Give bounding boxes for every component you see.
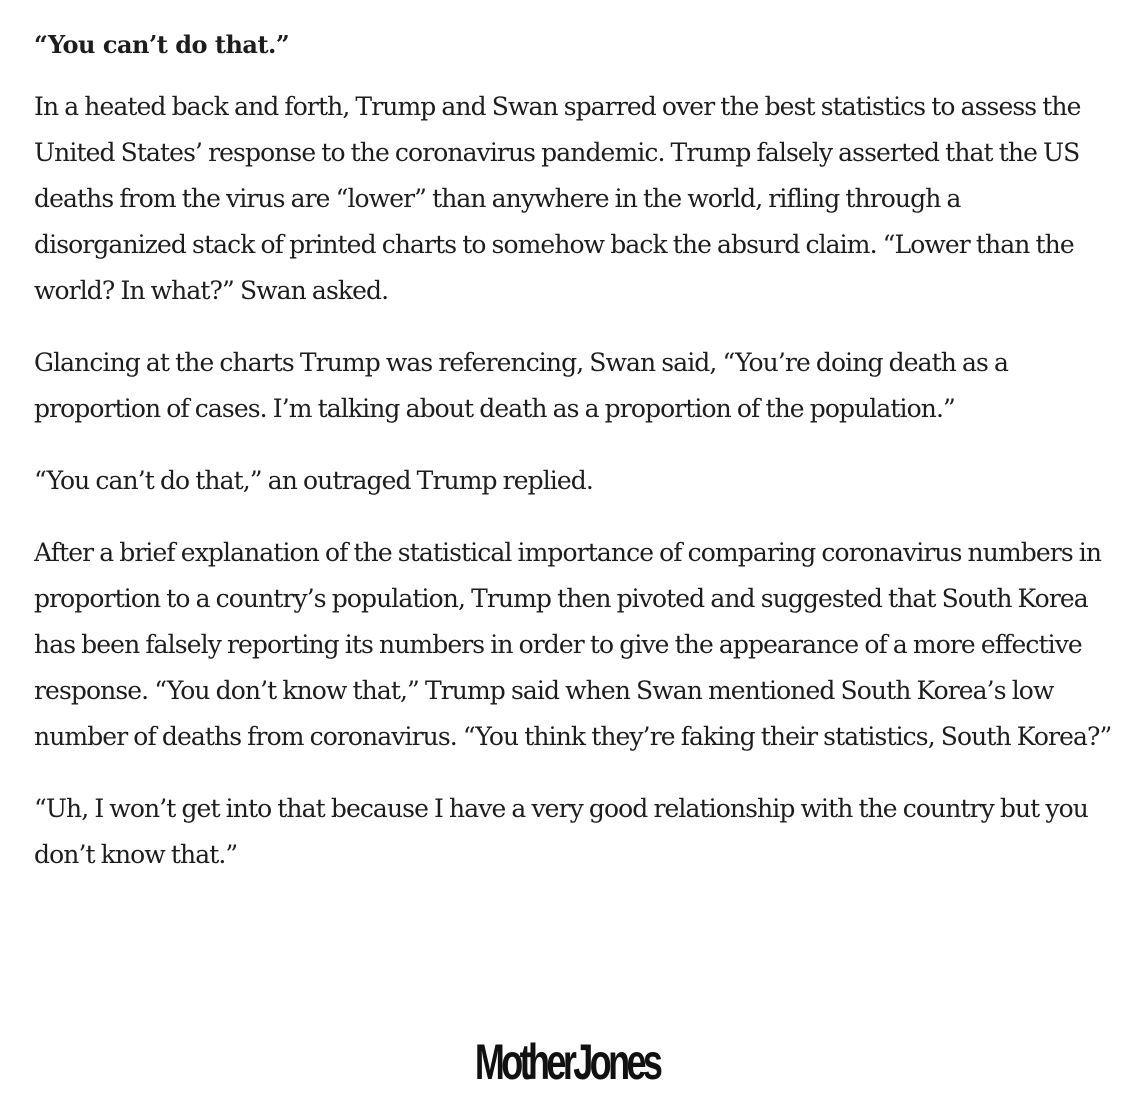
- mother-jones-logo: [0, 1032, 1134, 1092]
- article-body: [34, 22, 1114, 904]
- logo-wordmark: MotherJones: [474, 1034, 660, 1090]
- paragraph-3: “You can’t do that,” an outraged Trump replied.: [34, 466, 593, 495]
- paragraph-4: After a brief explanation of the statistical importance of comparing coronavirus numbers in proportion to a country’s population, Trump then pivoted and suggested that South Korea has been falsely reporting its numbers in order to give the appearance of a more effective response. “You don’t know that,” Trump said when Swan mentioned South Korea’s low number of deaths from coronavirus. “You think they’re faking their statistics, South Korea?”: [34, 538, 1112, 751]
- paragraph-1: In a heated back and forth, Trump and Swan sparred over the best statistics to assess the United States’ response to the coronavirus pandemic. Trump falsely asserted that the US deaths from the virus are “lower” than anywhere in the world, rifling through a disorganized stack of printed charts to somehow back the absurd claim. “Lower than the world? In what?” Swan asked.: [34, 92, 1081, 305]
- paragraph-2: Glancing at the charts Trump was referencing, Swan said, “You’re doing death as a proportion of cases. I’m talking about death as a proportion of the population.”: [34, 348, 1008, 423]
- paragraph-5: “Uh, I won’t get into that because I have a very good relationship with the country but you don’t know that.”: [34, 794, 1088, 869]
- section-subheading: “You can’t do that.”: [34, 30, 290, 59]
